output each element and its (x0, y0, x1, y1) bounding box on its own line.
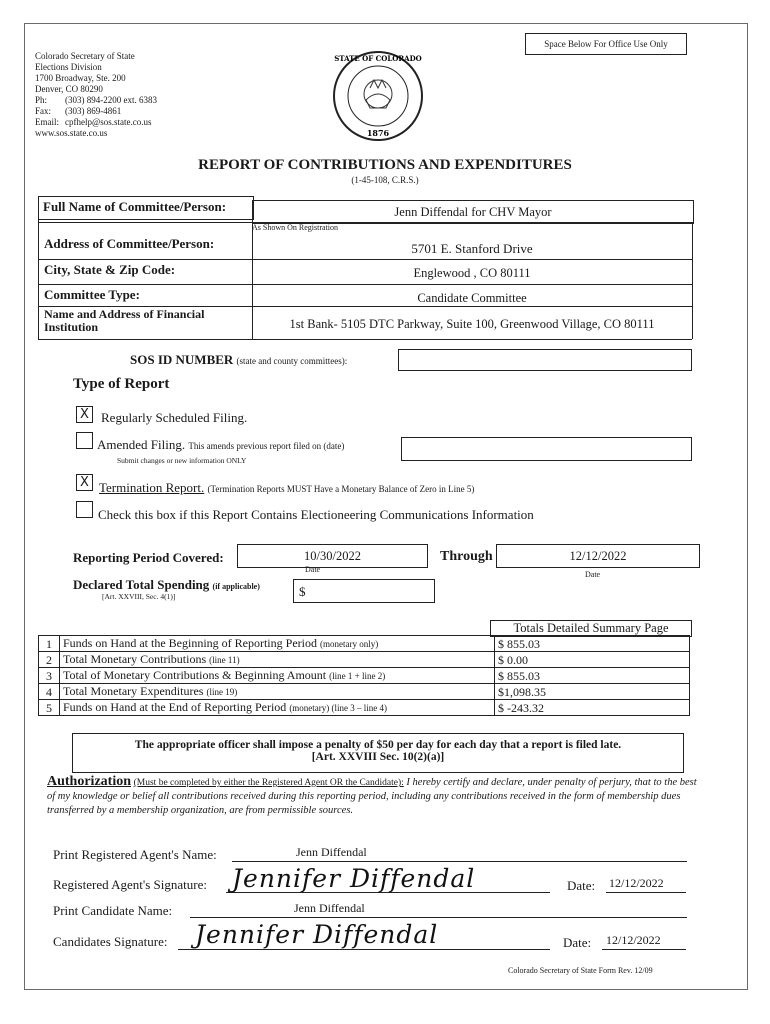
regular-filing-checkbox[interactable]: X (76, 406, 93, 423)
city-label: City, State & Zip Code: (44, 262, 176, 277)
state-seal-icon (330, 48, 426, 144)
termination-checkbox[interactable]: X (76, 474, 93, 491)
fax-label: Fax: (35, 106, 52, 116)
authorization-heading: Authorization (47, 774, 131, 789)
divider (38, 222, 692, 223)
authorization-block (47, 775, 702, 818)
phone-label: Ph: (35, 95, 48, 105)
termination-label: Termination Report. (99, 480, 205, 495)
agent-date[interactable]: 12/12/2022 (609, 876, 664, 890)
divider (692, 222, 693, 339)
website: www.sos.state.co.us (35, 128, 108, 138)
termination-note: (Termination Reports MUST Have a Monetary Balance of Zero in Line 5) (207, 484, 475, 494)
candidate-name-line (190, 917, 687, 918)
row-label-text: Funds on Hand at the End of Reporting Period (63, 700, 287, 714)
row-note: (line 11) (209, 655, 240, 665)
candidate-date[interactable]: 12/12/2022 (606, 933, 661, 947)
office-info (35, 51, 265, 139)
divider (38, 218, 39, 339)
through-label: Through (440, 549, 493, 564)
full-name-value: Jenn Diffendal for CHV Mayor (394, 205, 552, 219)
as-shown-note: As Shown On Registration (252, 223, 338, 232)
candidate-date-label: Date: (563, 935, 592, 950)
agent-date-line (606, 892, 686, 893)
divider (38, 284, 692, 285)
amended-note: This amends previous report filed on (date) (188, 441, 345, 451)
full-name-label: Full Name of Committee/Person: (43, 199, 227, 214)
sos-id-input[interactable] (398, 349, 692, 371)
agent-signature-label: Registered Agent's Signature: (53, 877, 207, 892)
full-name-label-box (38, 196, 254, 220)
row-value[interactable]: $1,098.35 (495, 684, 690, 700)
seal-year: 1876 (366, 128, 390, 138)
row-label-text: Total of Monetary Contributions & Beginning Amount (63, 668, 327, 682)
amended-date-input[interactable] (401, 437, 692, 461)
email: cpfhelp@sos.state.co.us (65, 117, 152, 127)
committee-type-value: Candidate Committee (417, 291, 527, 305)
seal-text: STATE OF COLORADO (334, 54, 422, 63)
row-note: (line 19) (206, 687, 238, 697)
period-from-input[interactable] (237, 544, 428, 568)
summary-header: Totals Detailed Summary Page (513, 621, 669, 635)
bank-label: Name and Address of Financial Institution (44, 307, 205, 334)
city-value: Englewood , CO 80111 (413, 266, 531, 280)
candidate-date-line (602, 949, 686, 950)
row-label (60, 700, 495, 716)
declared-label: Declared Total Spending (73, 577, 210, 592)
page-title: REPORT OF CONTRIBUTIONS AND EXPENDITURES (198, 157, 572, 173)
divider (38, 306, 692, 307)
amended-subnote: Submit changes or new information ONLY (117, 456, 247, 465)
row-note: (monetary only) (319, 639, 379, 649)
row-value[interactable]: $ 0.00 (495, 652, 690, 668)
office-line: Elections Division (35, 62, 102, 72)
office-use-box (525, 33, 687, 55)
row-label-text: Funds on Hand at the Beginning of Reporting Period (63, 636, 317, 650)
date-caption: Date (585, 570, 601, 579)
fax: (303) 869-4861 (65, 106, 122, 116)
declared-ref: [Art. XXVIII, Sec. 4(1)] (102, 592, 176, 601)
candidate-signature-label: Candidates Signature: (53, 934, 168, 949)
full-name-field[interactable] (252, 200, 694, 224)
date-caption: Date (305, 565, 321, 574)
divider (38, 339, 692, 340)
period-from: 10/30/2022 (304, 549, 361, 563)
agent-name[interactable]: Jenn Diffendal (296, 845, 367, 859)
period-label: Reporting Period Covered: (73, 550, 224, 565)
office-line: Denver, CO 80290 (35, 84, 103, 94)
penalty-line-2: [Art. XXVIII Sec. 10(2)(a)] (311, 751, 445, 763)
candidate-signature-line (178, 949, 550, 950)
regular-filing-label: Regularly Scheduled Filing. (101, 410, 248, 425)
sos-id-note: (state and county committees): (236, 356, 348, 366)
row-label (60, 652, 495, 668)
row-value[interactable]: $ 855.03 (495, 636, 690, 652)
termination-row (99, 480, 474, 496)
sos-id-row (130, 352, 347, 368)
office-line: Colorado Secretary of State (35, 51, 135, 61)
electioneering-label: Check this box if this Report Contains Electioneering Communications Information (98, 507, 534, 522)
declared-applicable: (if applicable) (212, 582, 260, 591)
table-row (39, 700, 690, 716)
declared-spending-input[interactable] (293, 579, 435, 603)
period-to: 12/12/2022 (569, 549, 627, 563)
row-number: 4 (39, 684, 60, 700)
row-label (60, 684, 495, 700)
declared-currency: $ (299, 584, 306, 599)
row-label-text: Total Monetary Expenditures (63, 684, 204, 698)
sos-id-label: SOS ID NUMBER (130, 352, 234, 367)
period-to-input[interactable] (496, 544, 700, 568)
table-row (39, 652, 690, 668)
candidate-signature[interactable]: Jennifer Diffendal (195, 920, 439, 949)
row-number: 2 (39, 652, 60, 668)
row-number: 1 (39, 636, 60, 652)
office-line: 1700 Broadway, Ste. 200 (35, 73, 126, 83)
authorization-note: (Must be completed by either the Registered Agent OR the Candidate): (133, 778, 404, 788)
table-row (39, 668, 690, 684)
row-number: 3 (39, 668, 60, 684)
row-value[interactable]: $ -243.32 (495, 700, 690, 716)
agent-signature[interactable]: Jennifer Diffendal (232, 864, 476, 893)
divider (38, 259, 692, 260)
penalty-box (72, 733, 684, 773)
row-number: 5 (39, 700, 60, 716)
phone: (303) 894-2200 ext. 6383 (65, 95, 157, 105)
divider (252, 222, 253, 339)
authorization-text: I hereby certify and declare, under penalty of perjury, that to the best of my knowledge or belief all contributions received during this reporting period, including any contributions received in the form of membership dues transferred by a membership organization, are from permissible sources. (47, 777, 697, 816)
agent-date-label: Date: (567, 878, 596, 893)
row-note: (line 1 + line 2) (329, 671, 386, 681)
declared-row (73, 577, 260, 593)
penalty-line-1: The appropriate officer shall impose a penalty of $50 per day for each day that a report is filed late. (134, 739, 622, 751)
agent-name-label: Print Registered Agent's Name: (53, 847, 217, 862)
committee-type-label: Committee Type: (44, 287, 140, 302)
row-note: (monetary) (line 3 – line 4) (289, 703, 388, 713)
candidate-name[interactable]: Jenn Diffendal (294, 901, 365, 915)
address-value: 5701 E. Stanford Drive (411, 241, 533, 256)
amended-label: Amended Filing. (97, 437, 186, 452)
page-subtitle: (1-45-108, C.R.S.) (351, 175, 419, 185)
table-row (39, 636, 690, 652)
table-row (39, 684, 690, 700)
amended-filing-checkbox[interactable] (76, 432, 93, 449)
bank-value: 1st Bank- 5105 DTC Parkway, Suite 100, Greenwood Village, CO 80111 (289, 317, 655, 331)
row-label (60, 668, 495, 684)
email-label: Email: (35, 117, 59, 127)
summary-table (38, 635, 690, 716)
electioneering-checkbox[interactable] (76, 501, 93, 518)
candidate-name-label: Print Candidate Name: (53, 903, 173, 918)
row-label-text: Total Monetary Contributions (63, 652, 207, 666)
address-label: Address of Committee/Person: (44, 236, 215, 251)
row-value[interactable]: $ 855.03 (495, 668, 690, 684)
office-use-label: Space Below For Office Use Only (544, 39, 668, 49)
type-of-report-heading: Type of Report (73, 376, 170, 392)
row-label (60, 636, 495, 652)
form-footer: Colorado Secretary of State Form Rev. 12/09 (508, 966, 653, 975)
agent-name-line (232, 861, 687, 862)
amended-row (97, 437, 344, 453)
